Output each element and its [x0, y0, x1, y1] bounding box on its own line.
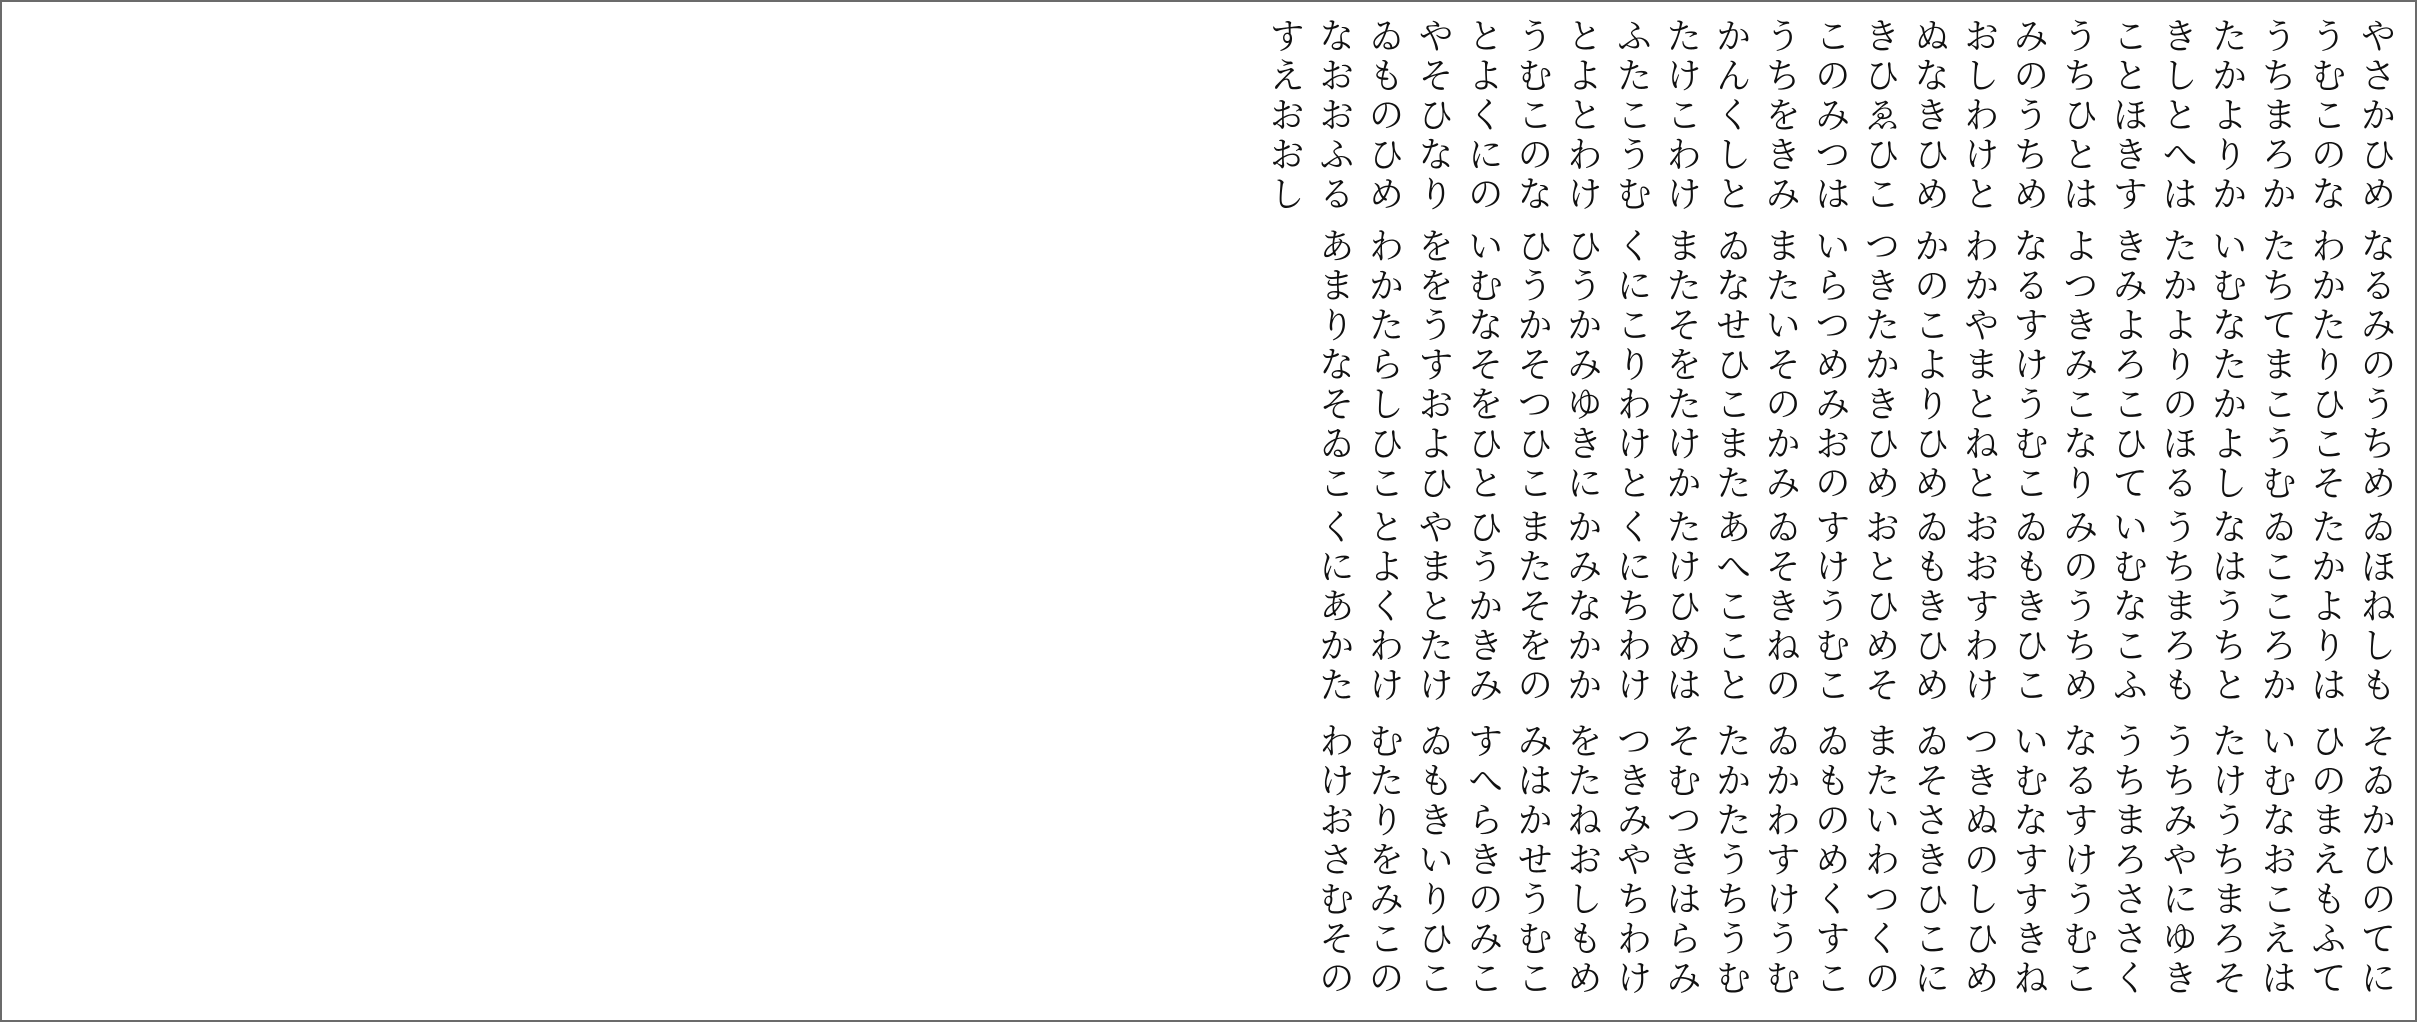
verse-phrase: ゐかわすけうむ	[1759, 722, 1801, 999]
verse-phrase: なはうちと	[2206, 508, 2248, 706]
verse-phrase: ふたこうむ	[1611, 17, 1652, 215]
verse-phrase: なるすけうむこ	[2057, 722, 2099, 999]
verse-phrase: ゐもきひめ	[1908, 508, 1950, 706]
verse-phrase: あへここと	[1710, 508, 1752, 706]
verse-phrase: またそをの	[1511, 508, 1553, 706]
verse-phrase: ゐほねしも	[2355, 508, 2396, 706]
verse-phrase: すけうむこ	[1809, 508, 1851, 706]
verse-phrase: いらつめみおの	[1809, 227, 1851, 504]
verse-phrase: かんくしと	[1710, 17, 1752, 215]
verse-phrase: むたりをみこの	[1363, 722, 1404, 999]
verse-column	[1254, 2, 1314, 1020]
verse-phrase: ゐなせひこまた	[1710, 227, 1752, 504]
verse-phrase: うむこのな	[2305, 17, 2347, 215]
verse-phrase: わかたりひこそ	[2305, 227, 2347, 504]
verse-phrase: みはかせうむこ	[1511, 722, 1553, 999]
verse-phrase: そむつきはらみ	[1660, 722, 1702, 999]
verse-phrase: なるみのうちめ	[2355, 227, 2396, 504]
verse-phrase: よつきみこなり	[2057, 227, 2099, 504]
verse-phrase: ゐものめくすこ	[1809, 722, 1851, 999]
verse-phrase: くにこりわけと	[1611, 227, 1652, 504]
verse-phrase: たちてまこうむ	[2255, 227, 2297, 504]
verse-phrase: あまりなそゐこ	[1313, 227, 1355, 504]
verse-phrase: うちをきみ	[1759, 17, 1801, 215]
verse-phrase: またいそのかみ	[1759, 227, 1801, 504]
verse-phrase: うむこのな	[1511, 17, 1553, 215]
verse-phrase: たけひめは	[1660, 508, 1702, 706]
verse-phrase: くにあかた	[1313, 508, 1355, 706]
verse-phrase: とよくわけ	[1363, 508, 1404, 706]
verse-phrase: いむなたかよし	[2206, 227, 2248, 504]
verse-phrase: このみつは	[1809, 17, 1851, 215]
verse-phrase: たかよりのほる	[2156, 227, 2198, 504]
verse-phrase: ひのまえもふて	[2305, 722, 2347, 999]
verse-phrase: ゐそさきひこに	[1908, 722, 1950, 999]
verse-phrase: うちまろも	[2156, 508, 2198, 706]
vertical-text-body	[2, 2, 2415, 1020]
verse-phrase: ひうかそつひこ	[1511, 227, 1553, 504]
verse-phrase: ゐこころか	[2255, 508, 2297, 706]
verse-phrase: うちひとは	[2057, 17, 2099, 215]
verse-phrase: とよくにの	[1462, 17, 1504, 215]
verse-phrase: ゐもきいりひこ	[1412, 722, 1454, 999]
verse-phrase: ひうかきみ	[1462, 508, 1504, 706]
verse-phrase: おしわけと	[1958, 17, 2000, 215]
verse-phrase: とよとわけ	[1561, 17, 1603, 215]
verse-phrase: たかよりか	[2206, 17, 2248, 215]
verse-phrase: やまとたけ	[1412, 508, 1454, 706]
verse-phrase: なるすけうむこ	[2007, 227, 2049, 504]
verse-phrase: きひゑひこ	[1859, 17, 1900, 215]
verse-phrase: をたねおしもめ	[1561, 722, 1603, 999]
verse-phrase: そゐかひのてに	[2355, 722, 2396, 999]
verse-phrase: やさかひめ	[2355, 17, 2396, 215]
verse-phrase: やそひなり	[1412, 17, 1454, 215]
verse-phrase: いむなこふ	[2107, 508, 2148, 706]
verse-phrase: つきたかきひめ	[1859, 227, 1900, 504]
verse-phrase: いむなすすきね	[2007, 722, 2049, 999]
verse-phrase: つきみやちわけ	[1611, 722, 1652, 999]
verse-phrase: ぬなきひめ	[1908, 17, 1950, 215]
verse-phrase: ゐものひめ	[1363, 17, 1404, 215]
verse-phrase: うちまろささく	[2107, 722, 2148, 999]
verse-phrase: なおおふる	[1313, 17, 1355, 215]
verse-phrase: ことほきす	[2107, 17, 2148, 215]
verse-phrase: おおすわけ	[1958, 508, 2000, 706]
verse-phrase: いむなそをひと	[1462, 227, 1504, 504]
verse-phrase: またいわつくの	[1859, 722, 1900, 999]
verse-phrase: わけおさむその	[1313, 722, 1355, 999]
verse-phrase: おとひめそ	[1859, 508, 1900, 706]
verse-phrase: ををうすおよひ	[1412, 227, 1454, 504]
verse-phrase: きみよろこひて	[2107, 227, 2148, 504]
verse-phrase: たかよりは	[2305, 508, 2347, 706]
verse-phrase: うちまろか	[2255, 17, 2297, 215]
verse-phrase: すえおおし	[1263, 17, 1305, 215]
verse-phrase: ゐもきひこ	[2007, 508, 2049, 706]
verse-phrase: またそをたけか	[1660, 227, 1702, 504]
verse-phrase: みのうちめ	[2057, 508, 2099, 706]
verse-phrase: すへらきのみこ	[1462, 722, 1504, 999]
verse-phrase: かみなかか	[1561, 508, 1603, 706]
verse-phrase: かのこよりひめ	[1908, 227, 1950, 504]
verse-phrase: ゐそきねの	[1759, 508, 1801, 706]
verse-phrase: みのうちめ	[2007, 17, 2049, 215]
verse-phrase: わかやまとねと	[1958, 227, 2000, 504]
verse-phrase: たけこわけ	[1660, 17, 1702, 215]
verse-phrase: きしとへは	[2156, 17, 2198, 215]
verse-phrase: たけうちまろそ	[2206, 722, 2248, 999]
verse-phrase: ひうかみゆきに	[1561, 227, 1603, 504]
verse-phrase: つきぬのしひめ	[1958, 722, 2000, 999]
verse-phrase: くにちわけ	[1611, 508, 1652, 706]
verse-phrase: いむなおこえは	[2255, 722, 2297, 999]
verse-phrase: たかたうちうむ	[1710, 722, 1752, 999]
verse-phrase: うちみやにゆき	[2156, 722, 2198, 999]
verse-phrase: わかたらしひこ	[1363, 227, 1404, 504]
